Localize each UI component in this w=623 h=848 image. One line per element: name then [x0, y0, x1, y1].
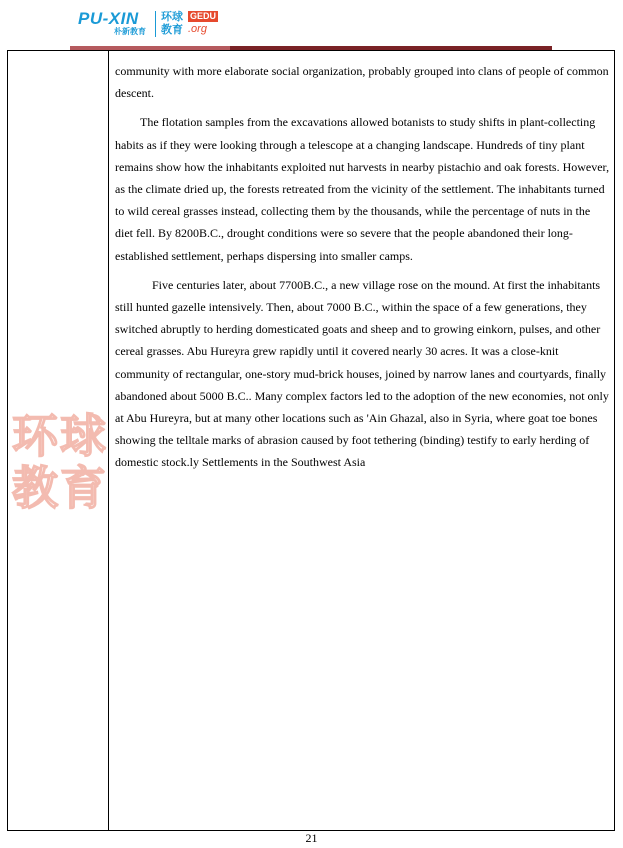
page-header [0, 0, 623, 52]
puxin-logo [78, 10, 152, 38]
logo-chinese-big: 环球教育 [161, 10, 183, 36]
watermark-text: 环球教育 [12, 409, 108, 515]
paragraph-2: The flotation samples from the excavations allowed botanists to study shifts in plant-collecting habits as if they were looking through a telescope at a changing landscape. Hundreds of tiny plant remains show how the inhabitants exploited nut harvests in nearby pistachio and oak forests. However, as the climate dried up, the forests retreated from the vicinity of the settlement. The inhabitants turned to wild cereal grasses instead, collecting them by the thousands, while the percentage of nuts in the diet fell. By 8200B.C., drought conditions were so severe that the people abandoned their long-established settlement, perhaps dispersing into smaller camps. [115, 115, 610, 263]
logo-domain: .org [188, 23, 207, 35]
logo-gedu-badge: GEDU [190, 11, 217, 21]
paragraph-1: community with more elaborate social organization, probably grouped into clans of people of common descent. [115, 64, 609, 101]
watermark [12, 410, 122, 514]
document-body [115, 60, 610, 481]
gedu-logo [161, 10, 229, 38]
puxin-gedu-logo [78, 10, 229, 38]
page-number: 21 [305, 831, 318, 845]
paragraph-3: Five centuries later, about 7700B.C., a new village rose on the mound. At first the inhabitants still hunted gazelle intensively. Then, about 7000 B.C., within the space of a few generations, they switched abruptly to herding domesticated goats and sheep and to growing einkorn, pulses, and other cereal grasses. Abu Hureyra grew rapidly until it covered nearly 30 acres. It was a close-knit community of rectangular, one-story mud-brick houses, joined by narrow lanes and courtyards, finally abandoned about 5000 B.C.. Many complex factors led to the adoption of the new economies, not only at Abu Hureyra, but at many other locations such as 'Ain Ghazal, also in Syria, where goat toe bones showing the telltale marks of abrasion caused by foot tethering (binding) testify to early herding of domestic stock.ly Settlements in the Southwest Asia [115, 277, 609, 470]
logo-latin-text: PU-XIN [78, 9, 139, 28]
logo-separator [155, 11, 156, 37]
logo-chinese-small: 朴新教育 [114, 27, 146, 36]
